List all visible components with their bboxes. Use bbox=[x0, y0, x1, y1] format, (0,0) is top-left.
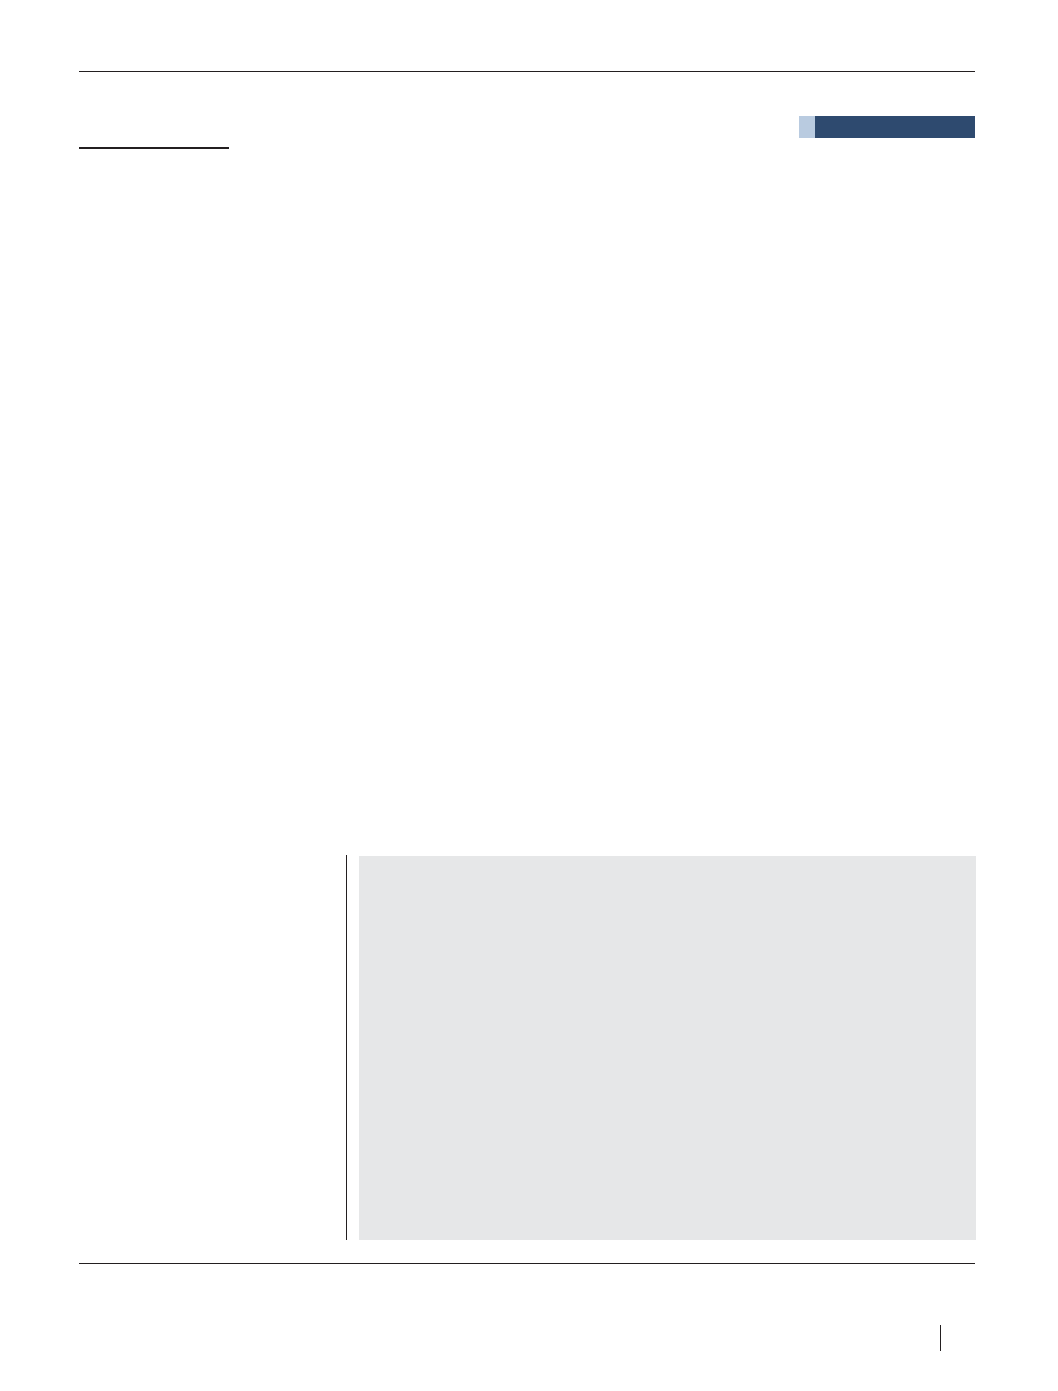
footnote-rule bbox=[79, 1263, 975, 1264]
section-underline bbox=[79, 147, 229, 149]
journal-logo-stripe bbox=[799, 116, 815, 138]
footer-divider bbox=[940, 1325, 941, 1351]
header-rule bbox=[79, 71, 975, 72]
correspondence-block bbox=[79, 873, 339, 891]
summary-box bbox=[359, 856, 976, 1240]
column-divider bbox=[346, 855, 347, 1240]
journal-logo bbox=[799, 116, 975, 138]
license-footnote bbox=[79, 1268, 974, 1285]
